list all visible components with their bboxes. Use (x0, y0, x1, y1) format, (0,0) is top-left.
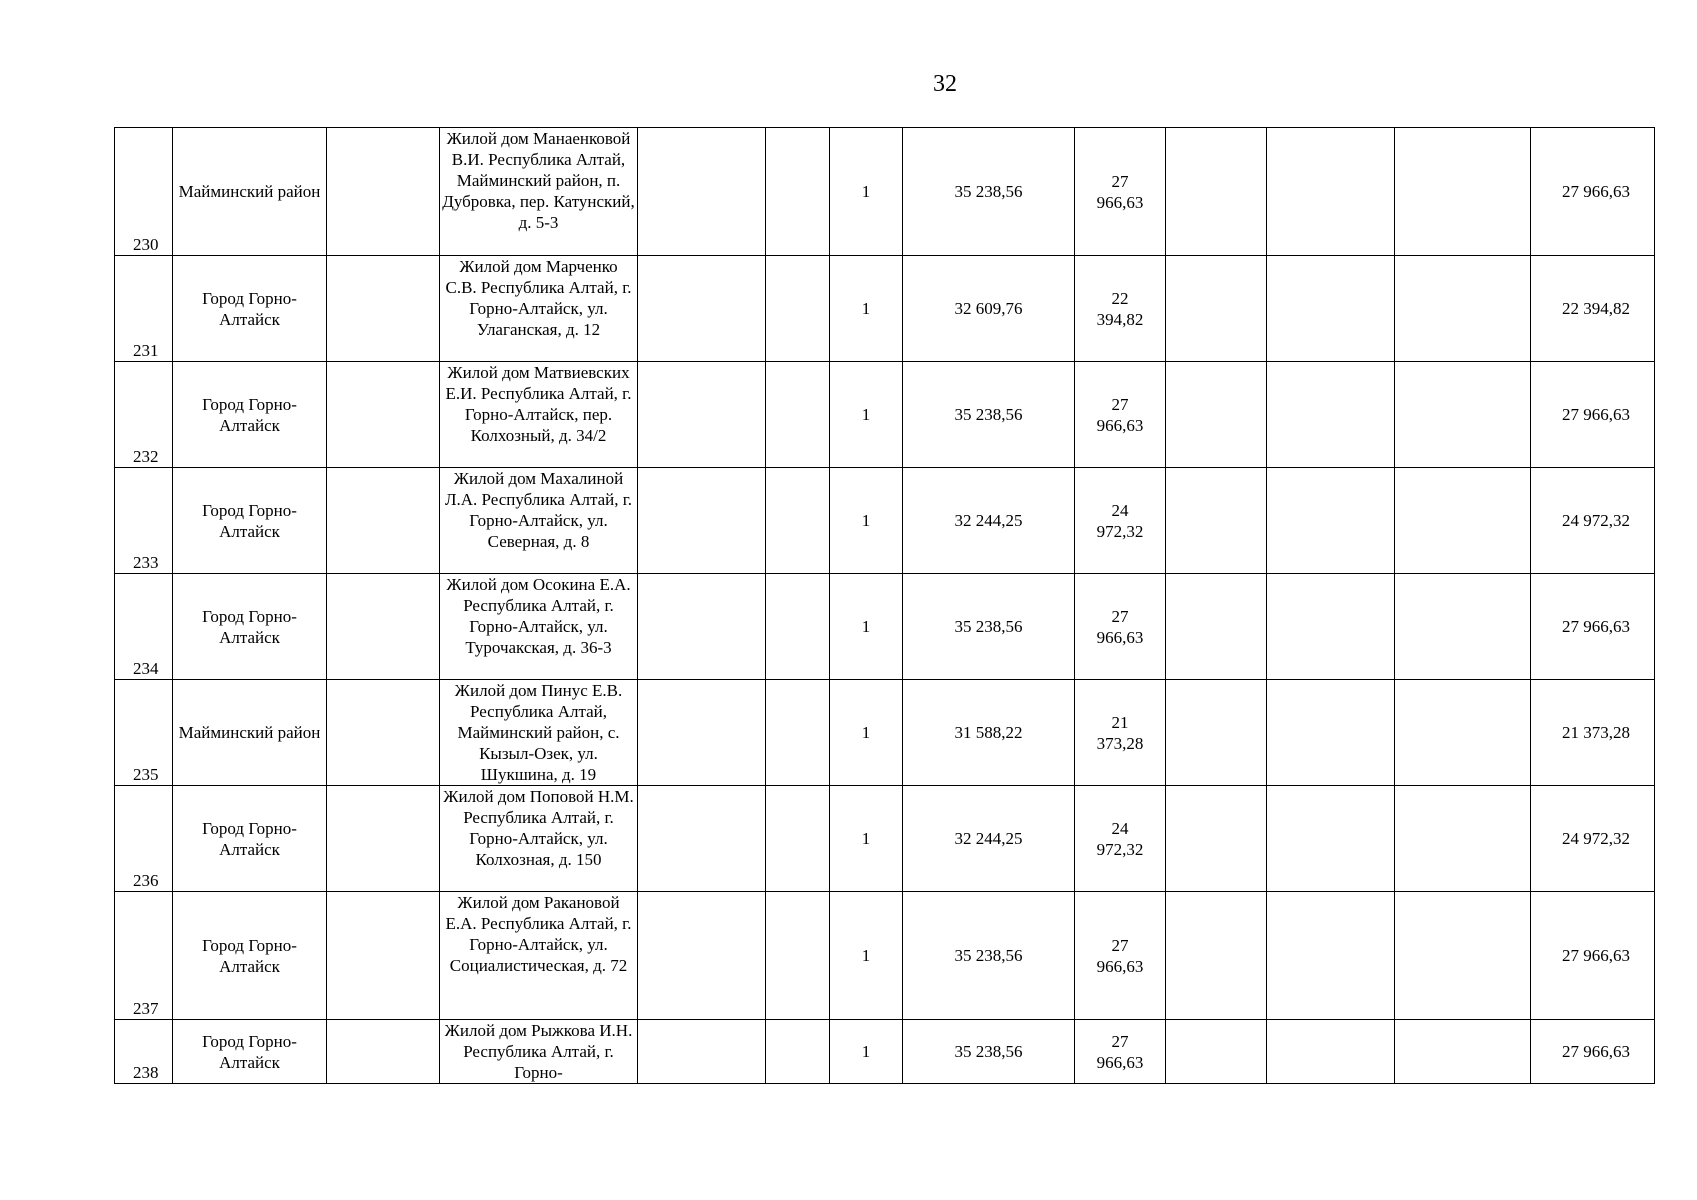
count-cell: 1 (830, 680, 903, 786)
empty-cell (638, 362, 766, 468)
empty-cell (638, 574, 766, 680)
amount-b-cell: 27 966,63 (1075, 892, 1166, 1020)
empty-cell (1267, 362, 1395, 468)
amount-b-cell: 27 966,63 (1075, 574, 1166, 680)
count-cell: 1 (830, 574, 903, 680)
table-row (115, 362, 1655, 468)
object-address-cell: Жилой дом Матвиевских Е.И. Республика Алтай, г. Горно-Алтайск, пер. Колхозный, д. 34/2 (440, 362, 638, 468)
object-address-cell: Жилой дом Марченко С.В. Республика Алтай, г. Горно-Алтайск, ул. Улаганская, д. 12 (440, 256, 638, 362)
empty-cell (327, 468, 440, 574)
amount-b-cell: 27 966,63 (1075, 1020, 1166, 1084)
total-cell: 27 966,63 (1531, 574, 1655, 680)
empty-cell (766, 574, 830, 680)
object-address-cell: Жилой дом Осокина Е.А. Республика Алтай, г. Горно-Алтайск, ул. Турочакская, д. 36-3 (440, 574, 638, 680)
municipality-cell: Город Горно-Алтайск (173, 362, 327, 468)
municipality-cell: Майминский район (173, 680, 327, 786)
empty-cell (1267, 680, 1395, 786)
empty-cell (1267, 574, 1395, 680)
registry-table (114, 127, 1655, 1084)
empty-cell (1395, 362, 1531, 468)
object-address-cell: Жилой дом Манаенковой В.И. Республика Алтай, Майминский район, п. Дубровка, пер. Катунский, д. 5-3 (440, 128, 638, 256)
empty-cell (1395, 892, 1531, 1020)
municipality-cell: Город Горно-Алтайск (173, 256, 327, 362)
count-cell: 1 (830, 468, 903, 574)
count-cell: 1 (830, 892, 903, 1020)
row-number: 235 (115, 680, 173, 786)
amount-a-cell: 35 238,56 (903, 1020, 1075, 1084)
count-cell: 1 (830, 786, 903, 892)
table-row (115, 256, 1655, 362)
empty-cell (1267, 786, 1395, 892)
total-cell: 21 373,28 (1531, 680, 1655, 786)
object-address-cell: Жилой дом Пинус Е.В. Республика Алтай, Майминский район, с. Кызыл-Озек, ул. Шукшина, д. 19 (440, 680, 638, 786)
count-cell: 1 (830, 362, 903, 468)
count-cell: 1 (830, 128, 903, 256)
row-number: 234 (115, 574, 173, 680)
empty-cell (638, 468, 766, 574)
empty-cell (1395, 680, 1531, 786)
empty-cell (327, 1020, 440, 1084)
empty-cell (327, 892, 440, 1020)
empty-cell (1267, 128, 1395, 256)
empty-cell (327, 362, 440, 468)
empty-cell (1166, 362, 1267, 468)
empty-cell (1166, 128, 1267, 256)
total-cell: 27 966,63 (1531, 892, 1655, 1020)
total-cell: 24 972,32 (1531, 786, 1655, 892)
empty-cell (327, 128, 440, 256)
table-row (115, 468, 1655, 574)
table-body (115, 128, 1655, 1084)
municipality-cell: Город Горно-Алтайск (173, 468, 327, 574)
empty-cell (638, 1020, 766, 1084)
amount-a-cell: 31 588,22 (903, 680, 1075, 786)
municipality-cell: Город Горно-Алтайск (173, 786, 327, 892)
total-cell: 22 394,82 (1531, 256, 1655, 362)
amount-b-cell: 27 966,63 (1075, 128, 1166, 256)
empty-cell (1395, 574, 1531, 680)
amount-a-cell: 32 244,25 (903, 468, 1075, 574)
row-number: 231 (115, 256, 173, 362)
table-row (115, 574, 1655, 680)
empty-cell (327, 256, 440, 362)
object-address-cell: Жилой дом Махалиной Л.А. Республика Алтай, г. Горно-Алтайск, ул. Северная, д. 8 (440, 468, 638, 574)
empty-cell (1267, 1020, 1395, 1084)
empty-cell (766, 1020, 830, 1084)
municipality-cell: Город Горно-Алтайск (173, 1020, 327, 1084)
empty-cell (638, 680, 766, 786)
empty-cell (1166, 1020, 1267, 1084)
table-row (115, 786, 1655, 892)
amount-b-cell: 21 373,28 (1075, 680, 1166, 786)
municipality-cell: Майминский район (173, 128, 327, 256)
empty-cell (1166, 468, 1267, 574)
empty-cell (638, 128, 766, 256)
empty-cell (327, 574, 440, 680)
row-number: 230 (115, 128, 173, 256)
empty-cell (638, 256, 766, 362)
object-address-cell: Жилой дом Ракановой Е.А. Республика Алтай, г. Горно-Алтайск, ул. Социалистическая, д. 72 (440, 892, 638, 1020)
empty-cell (327, 786, 440, 892)
amount-a-cell: 35 238,56 (903, 362, 1075, 468)
empty-cell (1166, 786, 1267, 892)
row-number: 236 (115, 786, 173, 892)
empty-cell (766, 786, 830, 892)
empty-cell (1267, 256, 1395, 362)
table-row (115, 680, 1655, 786)
empty-cell (1166, 256, 1267, 362)
amount-a-cell: 32 609,76 (903, 256, 1075, 362)
count-cell: 1 (830, 256, 903, 362)
empty-cell (1395, 468, 1531, 574)
total-cell: 27 966,63 (1531, 128, 1655, 256)
empty-cell (327, 680, 440, 786)
row-number: 232 (115, 362, 173, 468)
empty-cell (1395, 1020, 1531, 1084)
empty-cell (766, 680, 830, 786)
table-row (115, 1020, 1655, 1084)
empty-cell (1267, 468, 1395, 574)
table-row (115, 128, 1655, 256)
empty-cell (638, 892, 766, 1020)
municipality-cell: Город Горно-Алтайск (173, 574, 327, 680)
empty-cell (766, 362, 830, 468)
object-address-cell: Жилой дом Рыжкова И.Н. Республика Алтай, г. Горно- (440, 1020, 638, 1084)
amount-a-cell: 35 238,56 (903, 128, 1075, 256)
empty-cell (766, 256, 830, 362)
page-number: 32 (933, 71, 957, 97)
empty-cell (1395, 128, 1531, 256)
empty-cell (766, 892, 830, 1020)
total-cell: 27 966,63 (1531, 362, 1655, 468)
empty-cell (1395, 786, 1531, 892)
total-cell: 27 966,63 (1531, 1020, 1655, 1084)
empty-cell (766, 128, 830, 256)
row-number: 233 (115, 468, 173, 574)
amount-a-cell: 32 244,25 (903, 786, 1075, 892)
amount-b-cell: 22 394,82 (1075, 256, 1166, 362)
amount-b-cell: 27 966,63 (1075, 362, 1166, 468)
empty-cell (1166, 680, 1267, 786)
count-cell: 1 (830, 1020, 903, 1084)
total-cell: 24 972,32 (1531, 468, 1655, 574)
empty-cell (1166, 574, 1267, 680)
table-row (115, 892, 1655, 1020)
empty-cell (1395, 256, 1531, 362)
object-address-cell: Жилой дом Поповой Н.М. Республика Алтай, г. Горно-Алтайск, ул. Колхозная, д. 150 (440, 786, 638, 892)
empty-cell (1267, 892, 1395, 1020)
amount-a-cell: 35 238,56 (903, 892, 1075, 1020)
empty-cell (766, 468, 830, 574)
row-number: 237 (115, 892, 173, 1020)
row-number: 238 (115, 1020, 173, 1084)
empty-cell (1166, 892, 1267, 1020)
amount-b-cell: 24 972,32 (1075, 468, 1166, 574)
empty-cell (638, 786, 766, 892)
municipality-cell: Город Горно-Алтайск (173, 892, 327, 1020)
amount-a-cell: 35 238,56 (903, 574, 1075, 680)
amount-b-cell: 24 972,32 (1075, 786, 1166, 892)
